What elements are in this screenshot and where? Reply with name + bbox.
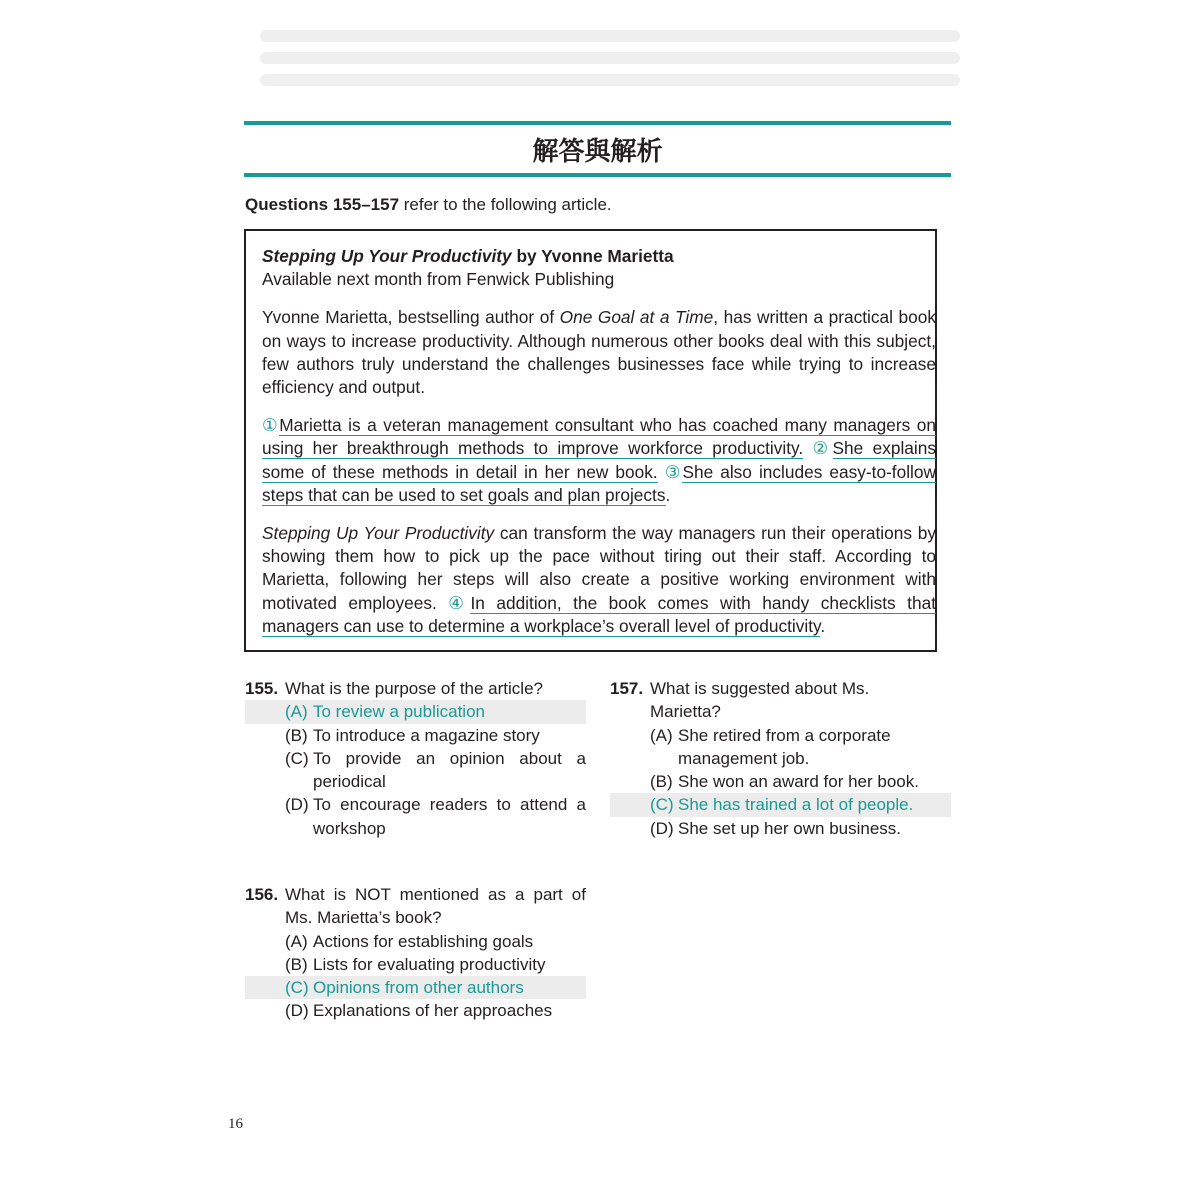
option-c: (C) To provide an opinion about a periodical xyxy=(285,748,586,792)
option-a: (A) Actions for establishing goals xyxy=(285,931,534,951)
article-paragraph-2: ①Marietta is a veteran management consultant who has coached many managers on using her breakthrough methods to improve workforce productivity. ②She explains some of these methods in detail in her new book. ③She also includes easy-to-follow steps that can be used to set goals and plan projects. xyxy=(262,415,936,505)
option-d: (D) She set up her own business. xyxy=(650,818,902,838)
clue-sentence-3: She also includes easy-to-follow steps that can be used to set goals and plan projects xyxy=(262,461,936,505)
section-header xyxy=(244,121,951,177)
option-d: (D) To encourage readers to attend a workshop xyxy=(285,795,586,838)
marker-3: ③ xyxy=(664,461,683,482)
article-paragraph-3: Stepping Up Your Productivity can transform the way managers run their operations by showing them how to pick up the pace without tiring out their staff. According to Marietta, following her steps will also create a positive working environment with motivated employees. ④In addition, the book comes with handy checklists that managers can use to determine a workplace’s overall level of productivity. xyxy=(262,523,936,636)
referenced-book-title: One Goal at a Time xyxy=(559,307,714,328)
clue-sentence-1: Marietta is a veteran management consultant who has coached many managers on using her breakthrough methods to improve workforce productivity. xyxy=(262,415,936,459)
questions-range: Questions 155–157 xyxy=(245,195,400,214)
option-a: (A) She retired from a corporate management job. xyxy=(650,725,891,768)
clue-sentence-4: In addition, the book comes with handy checklists that managers can use to determine a workplace’s overall level of productivity xyxy=(262,592,936,636)
question-155 xyxy=(245,677,586,840)
intro-rest: refer to the following article. xyxy=(399,195,612,214)
marker-2: ② xyxy=(812,438,833,459)
question-157 xyxy=(610,677,951,840)
option-b: (B) Lists for evaluating productivity xyxy=(285,954,546,974)
page-number: 16 xyxy=(228,1116,243,1132)
question-stem: What is the purpose of the article? xyxy=(285,679,543,698)
marker-1: ① xyxy=(262,415,280,436)
article-box xyxy=(244,229,937,652)
article-availability: Available next month from Fenwick Publishing xyxy=(262,269,615,290)
answer-option-a: (A) To review a publication xyxy=(245,700,586,723)
question-stem: What is NOT mentioned as a part of Ms. Marietta’s book? xyxy=(285,885,586,928)
clue-sentence-2: She explains some of these methods in detail in her new book. xyxy=(262,438,936,482)
article-book-title: Stepping Up Your Productivity xyxy=(262,246,512,266)
question-number: 157. xyxy=(610,679,644,698)
question-stem: What is suggested about Ms. Marietta? xyxy=(650,679,870,722)
option-d: (D) Explanations of her approaches xyxy=(285,1001,553,1021)
bleed-through-text xyxy=(260,20,960,110)
article-author: by Yvonne Marietta xyxy=(511,246,674,266)
article-paragraph-1: Yvonne Marietta, bestselling author of One Goal at a Time, has written a practical book on ways to increase productivity. Although numerous other books deal with this subject, few authors truly understand the challenges businesses face while trying to increase efficiency and output. xyxy=(262,307,936,398)
questions-intro xyxy=(245,195,612,215)
question-156 xyxy=(245,883,586,1023)
option-b: (B) To introduce a magazine story xyxy=(285,725,540,745)
answer-option-c: (C) Opinions from other authors xyxy=(245,976,586,999)
article-heading xyxy=(262,245,936,291)
section-title: 解答與解析 xyxy=(532,137,663,167)
answer-option-c: (C) She has trained a lot of people. xyxy=(610,793,951,816)
option-b: (B) She won an award for her book. xyxy=(650,772,919,792)
marker-4: ④ xyxy=(448,592,471,613)
question-number: 156. xyxy=(245,885,279,904)
question-number: 155. xyxy=(245,679,279,698)
